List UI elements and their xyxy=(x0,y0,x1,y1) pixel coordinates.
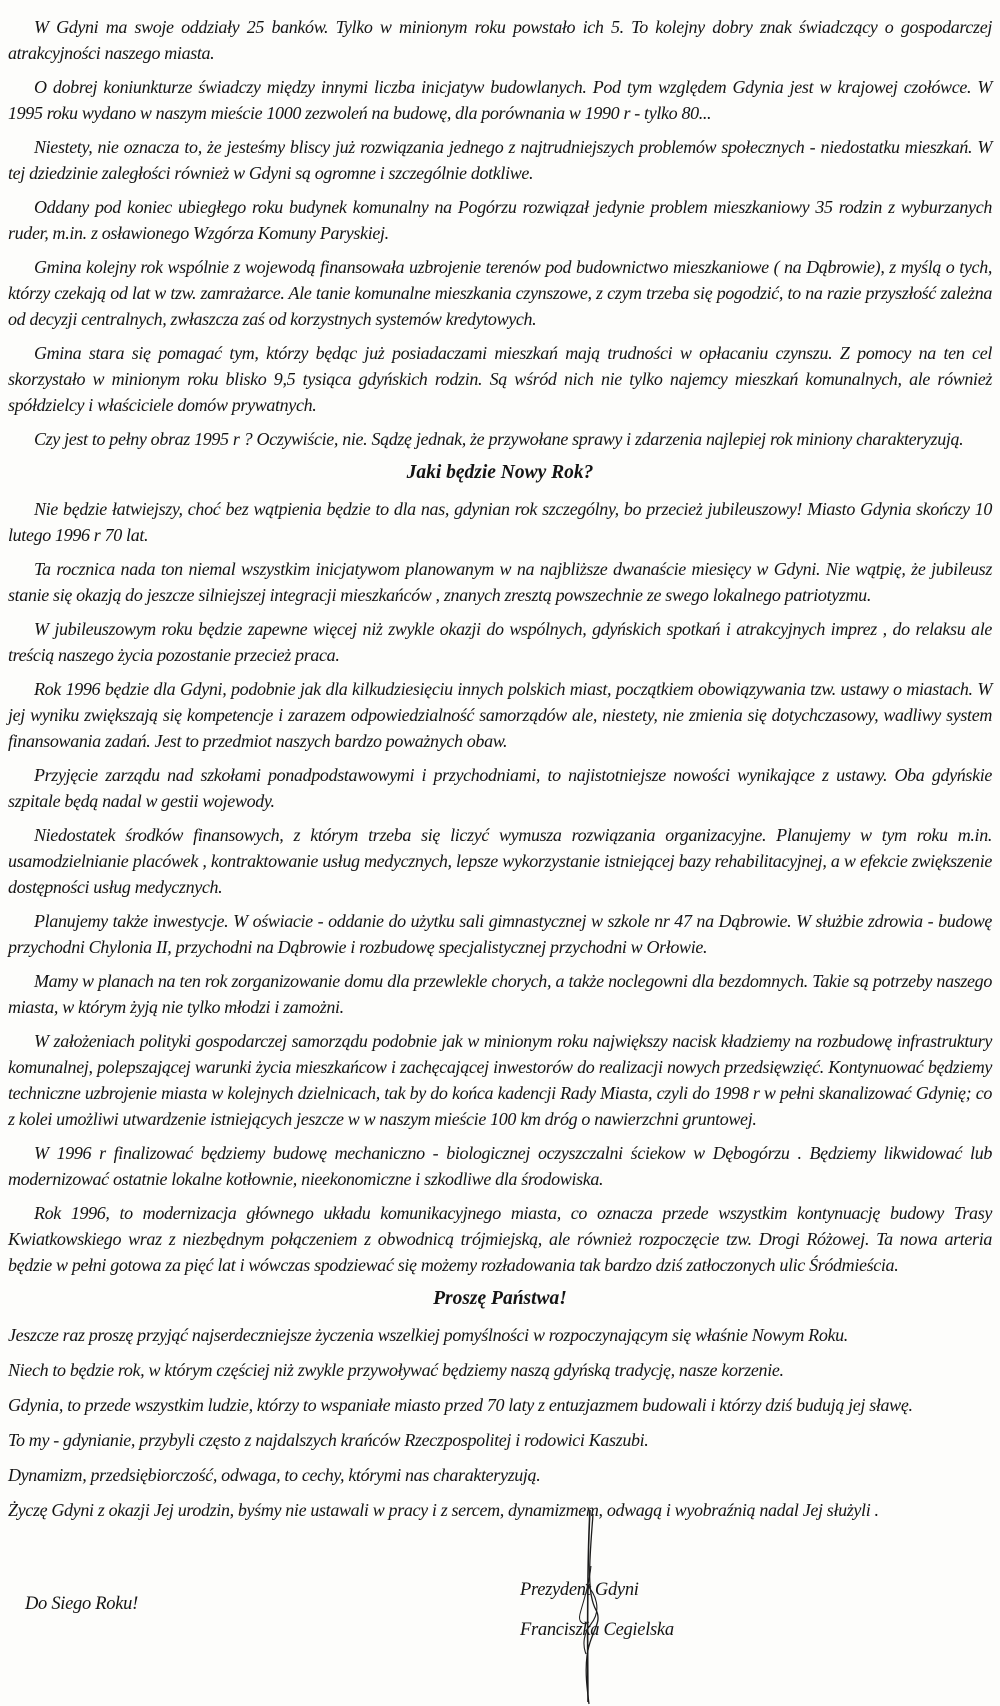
paragraph-dynamism: Dynamizm, przedsiębiorczość, odwaga, to cechy, którymi nas charakteryzują. xyxy=(8,1465,541,1485)
paragraph-road-modernization: Rok 1996, to modernizacja głównego układu komunikacyjnego miasta, co oznacza przede wszystkim kontynuację budowy Trasy Kwiatkowskiego wraz z niezbędnym połączeniem z obwodnicą trójmiejską, ale również rozpoczęcie tzw. Drogi Różowej. Ta nowa arteria będzie w pełni gotowa za pięć lat i wówczas spodziewać się możemy rozładowania tak bardzo dziś zatłoczonych ulic Śródmieścia. xyxy=(8,1203,992,1275)
paragraph-city-act: Rok 1996 będzie dla Gdyni, podobnie jak dla kilkudziesięciu innych polskich miast, początkiem obowiązywania tzw. ustawy o miastach. W jej wyniku zwiększają się kompetencje i zarazem odpowiedzialność samorządów ale, niestety, nie zmienia się dotychczasowy, wadliwy system finansowania zadań. Jest to przedmiot naszych bardzo poważnych obaw. xyxy=(8,679,992,751)
heading-prosze-panstwa: Proszę Państwa! xyxy=(433,1288,567,1309)
heading-new-year: Jaki będzie Nowy Rok? xyxy=(406,462,594,483)
paragraph-banks: W Gdyni ma swoje oddziały 25 banków. Tylko w minionym roku powstało ich 5. To kolejny dobry znak świadczący o gospodarczej atrakcyjności naszego miasta. xyxy=(8,17,992,63)
signature-title: Prezydent Gdyni xyxy=(520,1580,639,1600)
paragraph-wishes: Jeszcze raz proszę przyjąć najserdeczniejsze życzenia wszelkiej pomyślności w rozpoczynającym się właśnie Nowym Roku. xyxy=(8,1325,848,1345)
paragraph-building-permits: O dobrej koniunkturze świadczy między innymi liczba inicjatyw budowlanych. Pod tym względem Gdynia jest w krajowej czołówce. W 1995 roku wydano w naszym mieście 1000 zezwoleń na budowę, dla porównania w 1990 r - tylko 80... xyxy=(8,77,992,123)
paragraph-people-of-gdynia: Gdynia, to przede wszystkim ludzie, którzy to wspaniałe miasto przed 70 laty z entuzjazmem budowali i którzy dziś budują jej sławę. xyxy=(8,1395,913,1415)
paragraph-birthday-wish: Życzę Gdyni z okazji Jej urodzin, byśmy nie ustawali w pracy i z sercem, dynamizmem, odwagą i wyobraźnią nadal Jej służyli . xyxy=(8,1500,879,1520)
paragraph-schools-clinics: Przyjęcie zarządu nad szkołami ponadpodstawowymi i przychodniami, to najistotniejsze nowości wynikające z ustawy. Oba gdyńskie szpitale będą nadal w gestii wojewody. xyxy=(8,765,992,811)
paragraph-gdynianie-kaszubi: To my - gdynianie, przybyli często z najdalszych krańców Rzeczpospolitej i rodowici Kaszubi. xyxy=(8,1430,649,1450)
paragraph-financial-shortage: Niedostatek środków finansowych, z którym trzeba się liczyć wymusza rozwiązania organizacyjne. Planujemy w tym roku m.in. usamodzielnianie placówek , kontraktowanie usług medycznych, lepsze wykorzystanie istniejącej bazy rehabilitacyjnej, a w efekcie zwiększenie dostępności usług medycznych. xyxy=(8,825,992,897)
paragraph-infrastructure-policy: W założeniach polityki gospodarczej samorządu podobnie jak w minionym roku największy nacisk kładziemy na rozbudowę infrastruktury komunalnej, polepszającej warunki życia mieszkańcow i zachęcającej inwestorów do realizacji nowych przedsięwzięć. Kontynuować będziemy techniczne uzbrojenie miasta w kolejnych dzielnicach, tak by do końca kadencji Rady Miasta, czyli do 1998 r w pełni skanalizować Gdynię; co z kolei umożliwi utwardzenie istniejących jeszcze w w naszym mieście 100 km dróg o nawierzchni gruntowej. xyxy=(8,1031,992,1129)
signature-block xyxy=(520,1580,674,1641)
paragraph-dabrowa-financing: Gmina kolejny rok wspólnie z wojewodą finansowała uzbrojenie terenów pod budownictwo mieszkaniowe ( na Dąbrowie), z myślą o tych, którzy czekają od lat w tzw. zamrażarce. Ale tanie komunalne mieszkania czynszowe, z czym trzeba się pogodzić, to na razie przyszłość zależna od decyzji centralnych, zwłaszcza zaś od korzystnych systemów kredytowych. xyxy=(8,257,992,329)
paragraph-jubilee-year: Nie będzie łatwiejszy, choć bez wątpienia będzie to dla nas, gdynian rok szczególny, bo przecież jubileuszowy! Miasto Gdynia skończy 10 lutego 1996 r 70 lat. xyxy=(8,499,992,545)
paragraph-anniversary-tone: Ta rocznica nada ton niemal wszystkim inicjatywom planowanym w na najbliższe dwanaście miesięcy w Gdyni. Nie wątpię, że jubileusz stanie się okazją do jeszcze silniejszej integracji mieszkańców , znanych zresztą powszechnie ze swego lokalnego patriotyzmu. xyxy=(8,559,992,605)
paragraph-jubilee-events: W jubileuszowym roku będzie zapewne więcej niż zwykle okazji do wspólnych, gdyńskich spotkań i atrakcyjnych imprez , do relaksu ale treścią naszego życia pozostanie przecież praca. xyxy=(8,619,992,665)
paragraph-1995-summary: Czy jest to pełny obraz 1995 r ? Oczywiście, nie. Sądzę jednak, że przywołane sprawy i zdarzenia najlepiej rok miniony charakteryzują. xyxy=(34,429,964,449)
closing-section xyxy=(8,1532,992,1692)
paragraph-tradition: Niech to będzie rok, w którym częściej niż zwykle przywoływać będziemy naszą gdyńską tradycję, nasze korzenie. xyxy=(8,1360,784,1380)
closing-salutation: Do Siego Roku! xyxy=(25,1594,138,1614)
paragraph-investments: Planujemy także inwestycje. W oświacie - oddanie do użytku sali gimnastycznej w szkole nr 47 na Dąbrowie. W służbie zdrowia - budowę przychodni Chylonia II, przychodni na Dąbrowie i rozbudowę specjalistycznej przychodni w Orłowie. xyxy=(8,911,992,957)
paragraph-sewage-plant: W 1996 r finalizować będziemy budowę mechaniczno - biologicznej oczyszczalni ściekow w Dębogórzu . Będziemy likwidować lub modernizować ostatnie lokalne kotłownie, nieekonomiczne i szkodliwe dla środowiska. xyxy=(8,1143,992,1189)
paragraph-rent-assistance: Gmina stara się pomagać tym, którzy będąc już posiadaczami mieszkań mają trudności w opłacaniu czynszu. Z pomocy na ten cel skorzystało w minionym roku blisko 9,5 tysiąca gdyńskich rodzin. Są wśród nich nie tylko najemcy mieszkań komunalnych, ale również spółdzielcy i właściciele domów prywatnych. xyxy=(8,343,992,415)
paragraph-housing-shortage: Niestety, nie oznacza to, że jesteśmy bliscy już rozwiązania jednego z najtrudniejszych problemów społecznych - niedostatku mieszkań. W tej dziedzinie zaległości również w Gdyni są ogromne i szczególnie dotkliwe. xyxy=(8,137,992,183)
signature-name: Franciszka Cegielska xyxy=(520,1620,674,1640)
paragraph-social-care-plans: Mamy w planach na ten rok zorganizowanie domu dla przewlekle chorych, a także noclegowni dla bezdomnych. Takie są potrzeby naszego miasta, w którym żyją nie tylko młodzi i zamożni. xyxy=(8,971,992,1017)
paragraph-pogorze-building: Oddany pod koniec ubiegłego roku budynek komunalny na Pogórzu rozwiązał jedynie problem mieszkaniowy 35 rodzin z wyburzanych ruder, m.in. z osławionego Wzgórza Komuny Paryskiej. xyxy=(8,197,992,243)
